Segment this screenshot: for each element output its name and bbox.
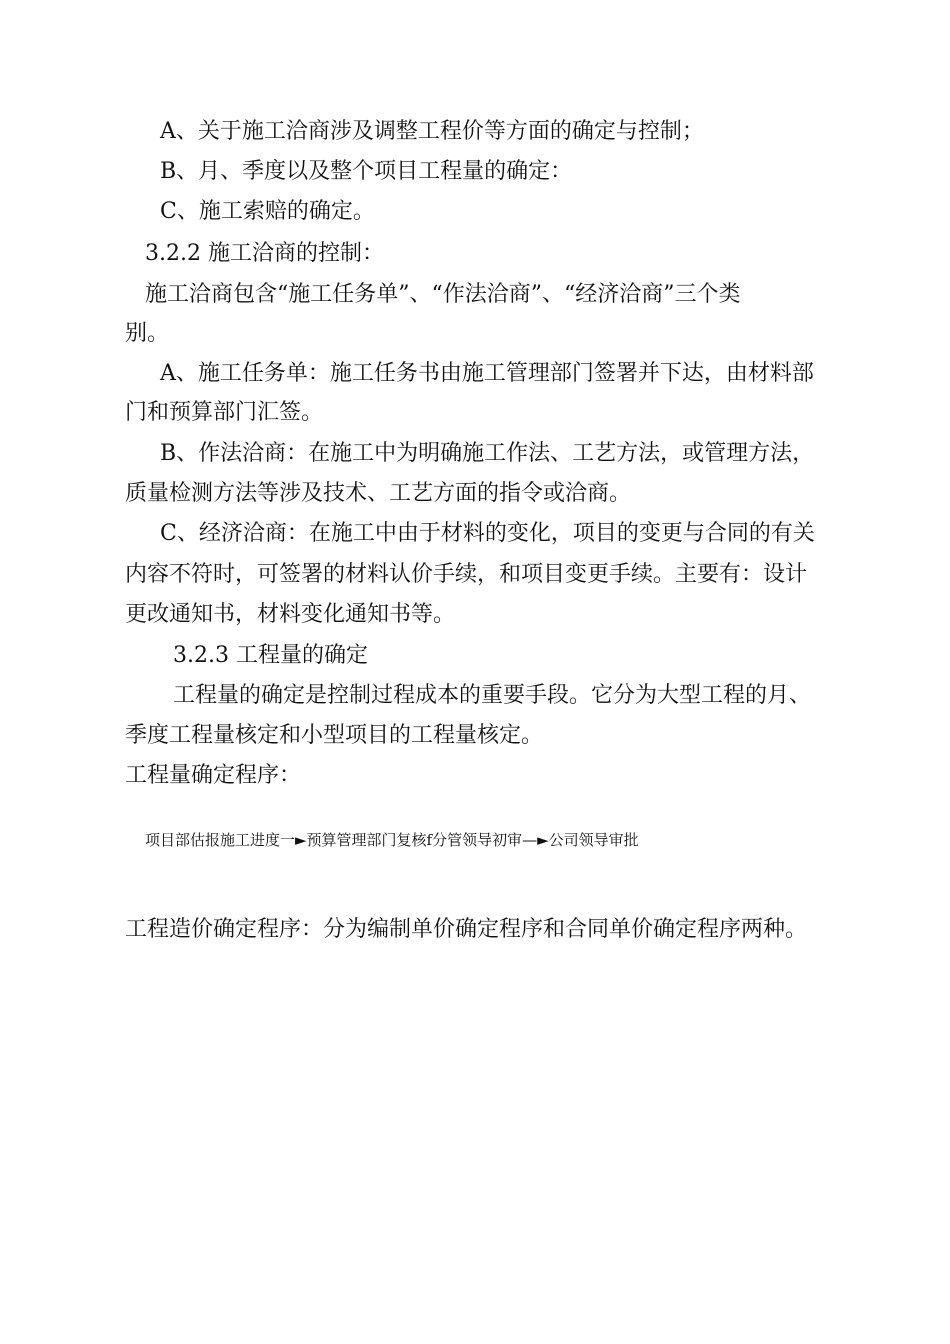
paragraph-economic-negotiation-cont1: 内容不符时，可签署的材料认价手续，和项目变更手续。主要有：设计 — [125, 562, 808, 587]
label-quantity-procedure: 工程量确定程序： — [125, 763, 302, 788]
paragraph-economic-negotiation-cont2: 更改通知书，材料变化通知书等。 — [125, 602, 456, 627]
text-line-b-quantity: B、月、季度以及整个项目工程量的确定： — [160, 159, 573, 184]
paragraph-method-negotiation-cont: 质量检测方法等涉及技术、工艺方面的指令或洽商。 — [125, 481, 632, 506]
quantity-procedure-flow: 项目部估报施工进度一►预算管理部门复核f分管领导初审—►公司领导审批 — [145, 831, 639, 849]
paragraph-quantity: 工程量的确定是控制过程成本的重要手段。它分为大型工程的月、 — [173, 683, 812, 708]
paragraph-economic-negotiation: C、经济洽商：在施工中由于材料的变化，项目的变更与合同的有关 — [160, 521, 815, 546]
paragraph-task-order-cont: 门和预算部门汇签。 — [125, 400, 324, 425]
paragraph-method-negotiation: B、作法洽商：在施工中为明确施工作法、工艺方法，或管理方法， — [160, 441, 815, 466]
paragraph-negotiation-types-cont: 别。 — [125, 321, 170, 346]
section-heading-3-2-2: 3.2.2 施工洽商的控制： — [145, 241, 384, 266]
paragraph-task-order: A、施工任务单：施工任务书由施工管理部门签署并下达，由材料部 — [160, 361, 814, 386]
text-line-c-claims: C、施工索赔的确定。 — [160, 199, 375, 224]
paragraph-quantity-cont: 季度工程量核定和小型项目的工程量核定。 — [125, 723, 544, 748]
section-heading-3-2-3: 3.2.3 工程量的确定 — [173, 643, 368, 668]
text-line-a-control: A、关于施工洽商涉及调整工程价等方面的确定与控制； — [160, 119, 704, 144]
paragraph-cost-procedure: 工程造价确定程序：分为编制单价确定程序和合同单价确定程序两种。 — [125, 917, 808, 942]
paragraph-negotiation-types: 施工洽商包含“施工任务单”、“作法洽商”、“经济洽商”三个类 — [145, 282, 741, 307]
